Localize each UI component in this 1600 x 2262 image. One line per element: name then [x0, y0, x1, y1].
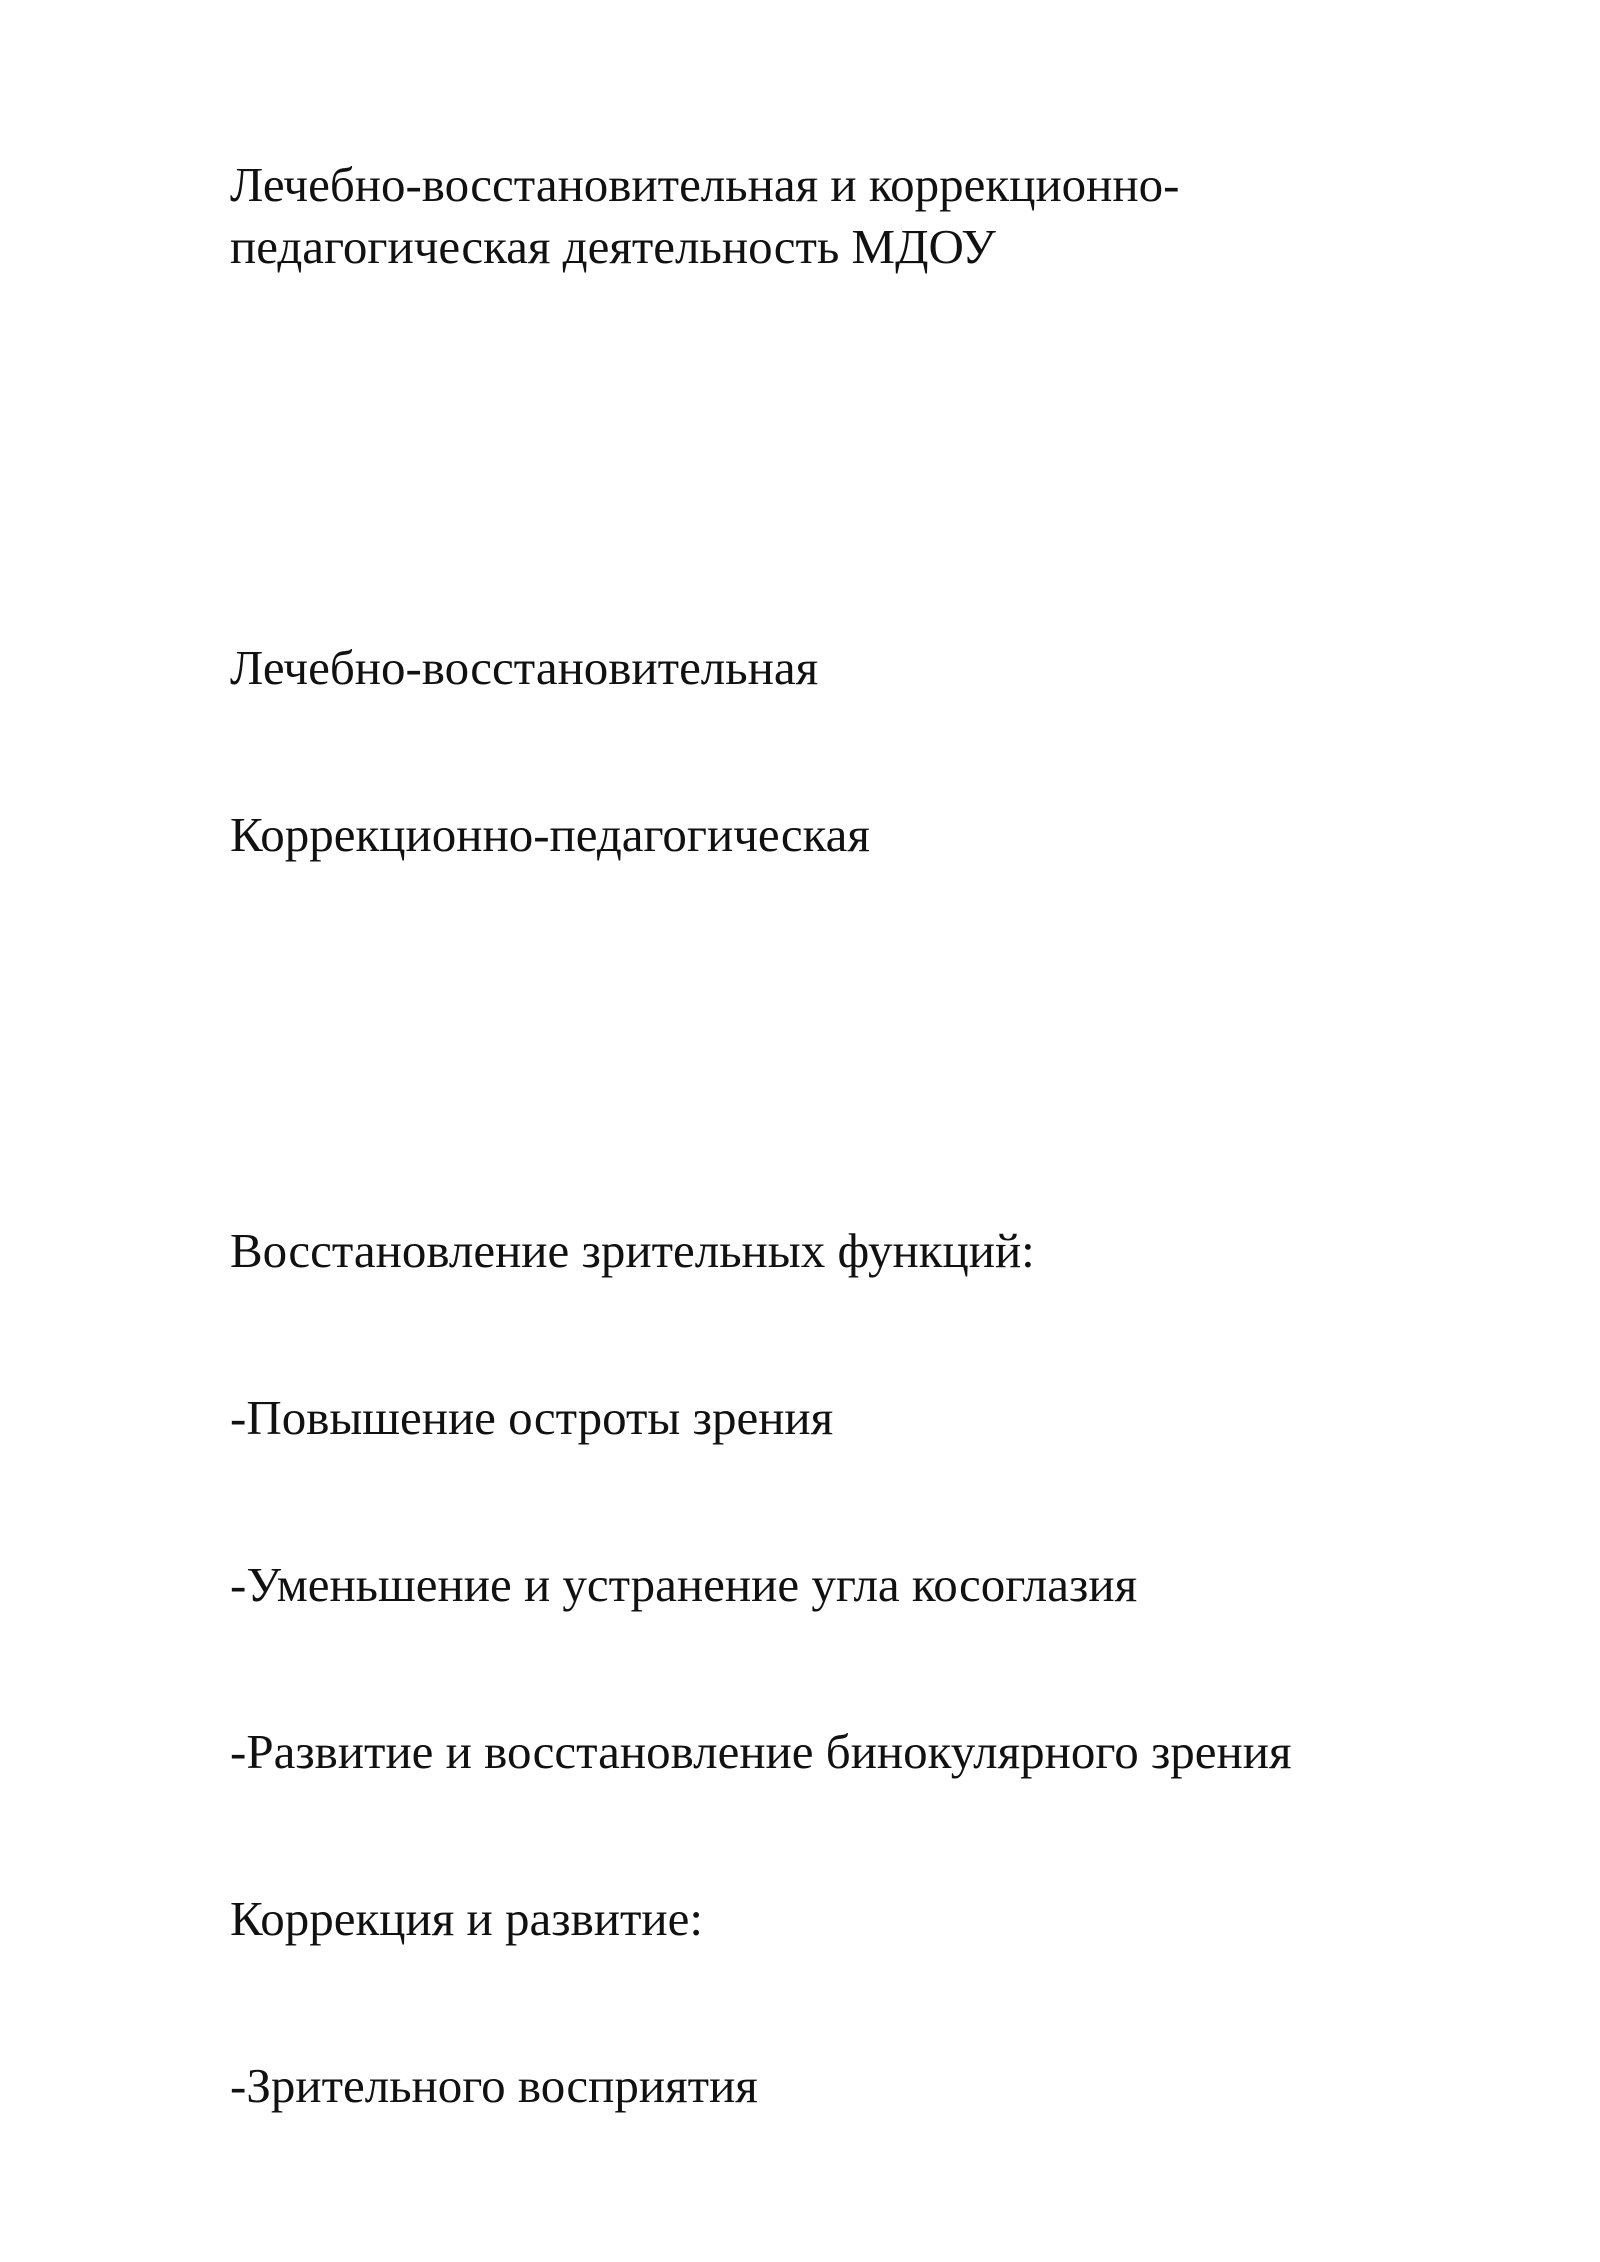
- section-visual-functions-restoration: Восстановление зрительных функций:: [230, 1223, 1035, 1278]
- heading-correctional-pedagogical: Коррекционно-педагогическая: [230, 807, 870, 862]
- heading-rehabilitation: Лечебно-восстановительная: [230, 640, 819, 695]
- list-item-visual-acuity: -Повышение остроты зрения: [230, 1390, 834, 1445]
- document-title: [230, 154, 1380, 278]
- section-correction-development: Коррекция и развитие:: [230, 1891, 703, 1946]
- list-item-visual-perception: -Зрительного восприятия: [230, 2058, 758, 2113]
- list-item-strabismus-angle: -Уменьшение и устранение угла косоглазия: [230, 1557, 1138, 1612]
- title-line-2: педагогическая деятельность МДОУ: [230, 219, 996, 274]
- title-line-1: Лечебно-восстановительная и коррекционно-: [230, 157, 1180, 212]
- list-item-binocular-vision: -Развитие и восстановление бинокулярного зрения: [230, 1724, 1292, 1779]
